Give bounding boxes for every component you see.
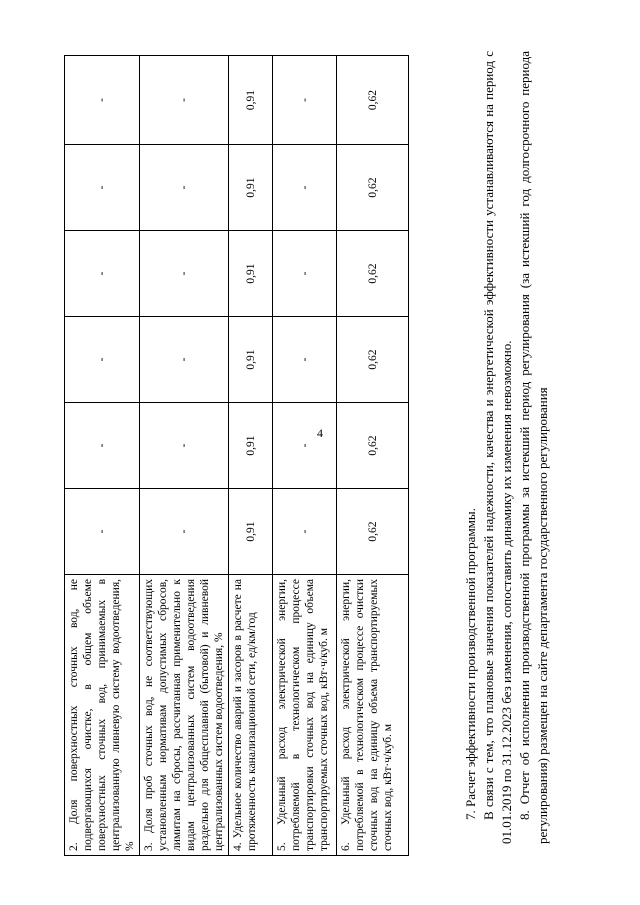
row-value: - — [140, 403, 229, 489]
row-value: 0,62 — [337, 317, 409, 403]
row-value: - — [140, 231, 229, 317]
row-value: - — [273, 403, 337, 489]
row-value: - — [140, 56, 229, 145]
row-value: 0,62 — [337, 145, 409, 231]
table-row — [337, 56, 409, 856]
row-value: - — [65, 317, 140, 403]
row-value: 0,62 — [337, 403, 409, 489]
row-value: - — [273, 489, 337, 575]
row-value: - — [65, 489, 140, 575]
row-description: 2. Доля поверхностных сточных вод, не подвергающихся очистке, в общем объеме поверхностных сточных вод, принимаемых в централизованную ливневую систему водоотведения, % — [65, 575, 140, 856]
row-value: - — [65, 403, 140, 489]
row-value: - — [140, 489, 229, 575]
row-value: 0,91 — [229, 231, 273, 317]
page-number: 4 — [317, 426, 323, 440]
row-value: 0,91 — [229, 145, 273, 231]
row-value: - — [65, 56, 140, 145]
body-text — [462, 51, 552, 844]
row-description: 6. Удельный расход электрической энергии, потребляемой в технологическом процессе очистки сточных вод на единицу объема транспортируемых сточных вод, кВт·ч/куб. м — [337, 575, 409, 856]
row-value: - — [65, 145, 140, 231]
row-value: - — [273, 145, 337, 231]
row-description: 4. Удельное количество аварий и засоров в расчете на протяженность канализационной сети, ед/км/год — [229, 575, 273, 856]
row-value: - — [140, 317, 229, 403]
section-8-paragraph: 8. Отчет об исполнении производственной программы за истекший период регулирования (за истекший год долгосрочного периода регулирования) размещен на сайте департамента государственного регулирования — [517, 51, 550, 844]
row-value: 0,62 — [337, 231, 409, 317]
row-description: 3. Доля проб сточных вод, не соответствующих установленным нормативам допустимых сбросов, лимитам на сбросы, рассчитанная применительно к видам централизованных систем водоотведения раздельно для общесплавной (бытовой) и ливневой централизованных систем водоотведения, % — [140, 575, 229, 856]
row-value: - — [273, 56, 337, 145]
row-value: 0,91 — [229, 403, 273, 489]
row-value: 0,62 — [337, 56, 409, 145]
row-value: 0,91 — [229, 317, 273, 403]
row-value: 0,62 — [337, 489, 409, 575]
row-value: - — [273, 231, 337, 317]
table-row — [273, 56, 337, 856]
table-row — [65, 56, 140, 856]
row-value: - — [273, 317, 337, 403]
table-row — [229, 56, 273, 856]
row-value: 0,91 — [229, 56, 273, 145]
row-value: 0,91 — [229, 489, 273, 575]
section-7-paragraph: В связи с тем, что плановые значения показателей надежности, качества и энергетической эффективности устанавливаются на период с 01.01.2019 по 31.12.2023 без изменения, сопоставить динамику их изменения невозможно. — [481, 51, 514, 844]
indicators-table — [64, 55, 409, 856]
row-value: - — [65, 231, 140, 317]
section-7-heading: 7. Расчет эффективности производственной программы. — [463, 508, 478, 820]
row-description: 5. Удельный расход электрической энергии, потребляемой в технологическом процессе транспортировки сточных вод на единицу объема транспортируемых сточных вод, кВт·ч/куб. м — [273, 575, 337, 856]
table-row — [140, 56, 229, 856]
row-value: - — [140, 145, 229, 231]
